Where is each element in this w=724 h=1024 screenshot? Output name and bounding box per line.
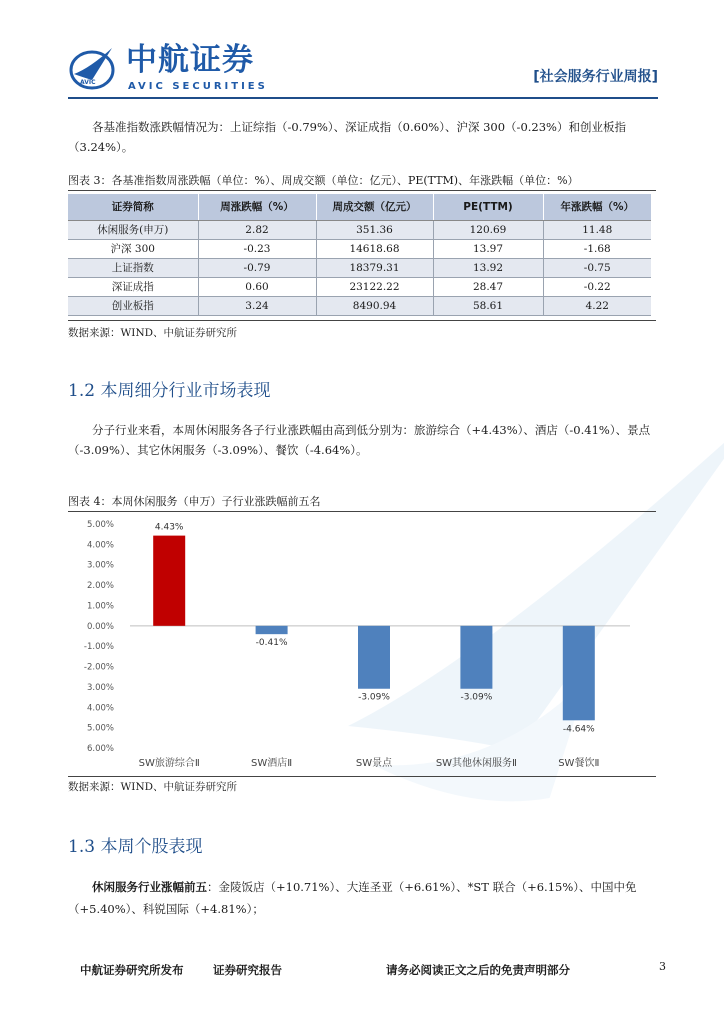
cell-ytd-change: 4.22 — [543, 296, 651, 315]
benchmark-table — [68, 194, 651, 316]
col-header-ytd-change: 年涨跌幅（%） — [543, 194, 651, 220]
cell-weekly-change: 2.82 — [198, 220, 316, 239]
cell-weekly-turnover: 351.36 — [316, 220, 433, 239]
figure4-bottom-rule — [68, 776, 656, 777]
cell-name: 创业板指 — [68, 296, 198, 315]
intro-paragraph: 各基准指数涨跌幅情况为：上证综指（-0.79%）、深证成指（0.60%）、沪深 300（-0.23%）和创业板指（3.24%）。 — [68, 120, 626, 154]
cell-pe: 13.92 — [433, 258, 543, 277]
y-tick-label: -2.00% — [83, 662, 114, 673]
bar — [358, 626, 390, 689]
category-label: SW酒店Ⅱ — [251, 758, 293, 769]
table3-bottom-rule — [68, 320, 656, 321]
bar — [256, 626, 288, 634]
y-tick-label: 4.00% — [86, 540, 114, 551]
y-tick-label: 3.00% — [86, 560, 114, 571]
figure4-source: 数据来源：WIND、中航证券研究所 — [68, 781, 238, 793]
y-tick-label: 4.00% — [86, 703, 114, 714]
company-logo — [68, 40, 268, 96]
table-header-row — [68, 194, 651, 220]
table3-top-rule — [68, 190, 656, 191]
table-row — [68, 220, 651, 239]
logo-chinese-name: 中航证券 — [126, 42, 254, 78]
subsector-change-bar-chart — [68, 512, 656, 774]
data-label: -4.64% — [562, 724, 595, 735]
footer-publisher: 中航证券研究所发布 — [80, 963, 184, 977]
category-label: SW旅游综合Ⅱ — [138, 758, 200, 769]
cell-pe: 58.61 — [433, 296, 543, 315]
top-gainers-lead: 休闲服务行业涨幅前五 — [92, 880, 207, 894]
page-header — [68, 38, 658, 98]
data-label: -3.09% — [460, 692, 493, 703]
col-header-pe: PE(TTM) — [433, 194, 543, 220]
table-row — [68, 296, 651, 315]
cell-name: 上证指数 — [68, 258, 198, 277]
category-label: SW景点 — [355, 758, 393, 769]
table3-title: 图表 3：各基准指数周涨跌幅（单位：%）、周成交额（单位：亿元）、PE(TTM)、年涨跌幅（单位：%） — [68, 174, 579, 187]
category-label: SW餐饮Ⅱ — [558, 758, 600, 769]
bar — [563, 626, 595, 720]
y-tick-label: 5.00% — [86, 723, 114, 734]
cell-weekly-change: -0.23 — [198, 239, 316, 258]
section-1-3-paragraph — [68, 876, 658, 920]
cell-weekly-turnover: 18379.31 — [316, 258, 433, 277]
top-gainers-list: ：金陵饭店（+10.71%）、大连圣亚（+6.61%）、*ST 联合（+6.15%）、中国中免（+5.40%）、科锐国际（+4.81%）； — [68, 880, 637, 916]
cell-pe: 28.47 — [433, 277, 543, 296]
cell-weekly-change: 3.24 — [198, 296, 316, 315]
cell-name: 深证成指 — [68, 277, 198, 296]
y-tick-label: 5.00% — [86, 520, 114, 530]
cell-weekly-turnover: 23122.22 — [316, 277, 433, 296]
logo-badge-text: AVIC — [80, 79, 96, 86]
cell-name: 沪深 300 — [68, 239, 198, 258]
bar — [153, 536, 185, 626]
y-tick-label: 1.00% — [86, 601, 114, 612]
data-label: -0.41% — [255, 638, 288, 649]
col-header-name: 证券简称 — [68, 194, 198, 220]
table-row — [68, 239, 651, 258]
y-tick-label: 6.00% — [86, 744, 114, 754]
figure4-title: 图表 4：本周休闲服务（申万）子行业涨跌幅前五名 — [68, 495, 321, 508]
y-tick-label: 3.00% — [86, 682, 114, 693]
y-tick-label: -1.00% — [83, 642, 114, 653]
table-row — [68, 277, 651, 296]
cell-pe: 13.97 — [433, 239, 543, 258]
cell-name: 休闲服务(申万) — [68, 220, 198, 239]
bar — [460, 626, 492, 689]
footer-disclaimer: 请务必阅读正文之后的免责声明部分 — [386, 963, 570, 977]
cell-ytd-change: -0.75 — [543, 258, 651, 277]
avic-logo-icon — [68, 44, 116, 92]
cell-weekly-turnover: 14618.68 — [316, 239, 433, 258]
section-heading-1-3: 1.3 本周个股表现 — [68, 837, 203, 857]
col-header-weekly-turnover: 周成交额（亿元） — [316, 194, 433, 220]
report-category-tag: [社会服务行业周报] — [533, 69, 658, 85]
category-label: SW其他休闲服务Ⅱ — [435, 758, 517, 769]
cell-pe: 120.69 — [433, 220, 543, 239]
logo-english-name: AVIC SECURITIES — [128, 81, 268, 92]
cell-ytd-change: -0.22 — [543, 277, 651, 296]
header-divider — [68, 97, 658, 99]
page-number: 3 — [659, 960, 666, 973]
data-label: -3.09% — [358, 692, 390, 703]
cell-weekly-change: -0.79 — [198, 258, 316, 277]
cell-ytd-change: 11.48 — [543, 220, 651, 239]
cell-weekly-turnover: 8490.94 — [316, 296, 433, 315]
table3-source: 数据来源：WIND、中航证券研究所 — [68, 327, 238, 339]
section-1-2-paragraph: 分子行业来看，本周休闲服务各子行业涨跌幅由高到低分别为：旅游综合（+4.43%）、酒店（-0.41%）、景点（-3.09%）、其它休闲服务（-3.09%）、餐饮（-4.64%）。 — [68, 423, 651, 457]
table-row — [68, 258, 651, 277]
section-heading-1-2: 1.2 本周细分行业市场表现 — [68, 381, 271, 401]
y-tick-label: 2.00% — [86, 581, 114, 592]
cell-ytd-change: -1.68 — [543, 239, 651, 258]
data-label: 4.43% — [154, 522, 184, 533]
y-tick-label: 0.00% — [86, 621, 114, 632]
cell-weekly-change: 0.60 — [198, 277, 316, 296]
col-header-weekly-change: 周涨跌幅（%） — [198, 194, 316, 220]
footer-report-type: 证券研究报告 — [213, 963, 282, 977]
